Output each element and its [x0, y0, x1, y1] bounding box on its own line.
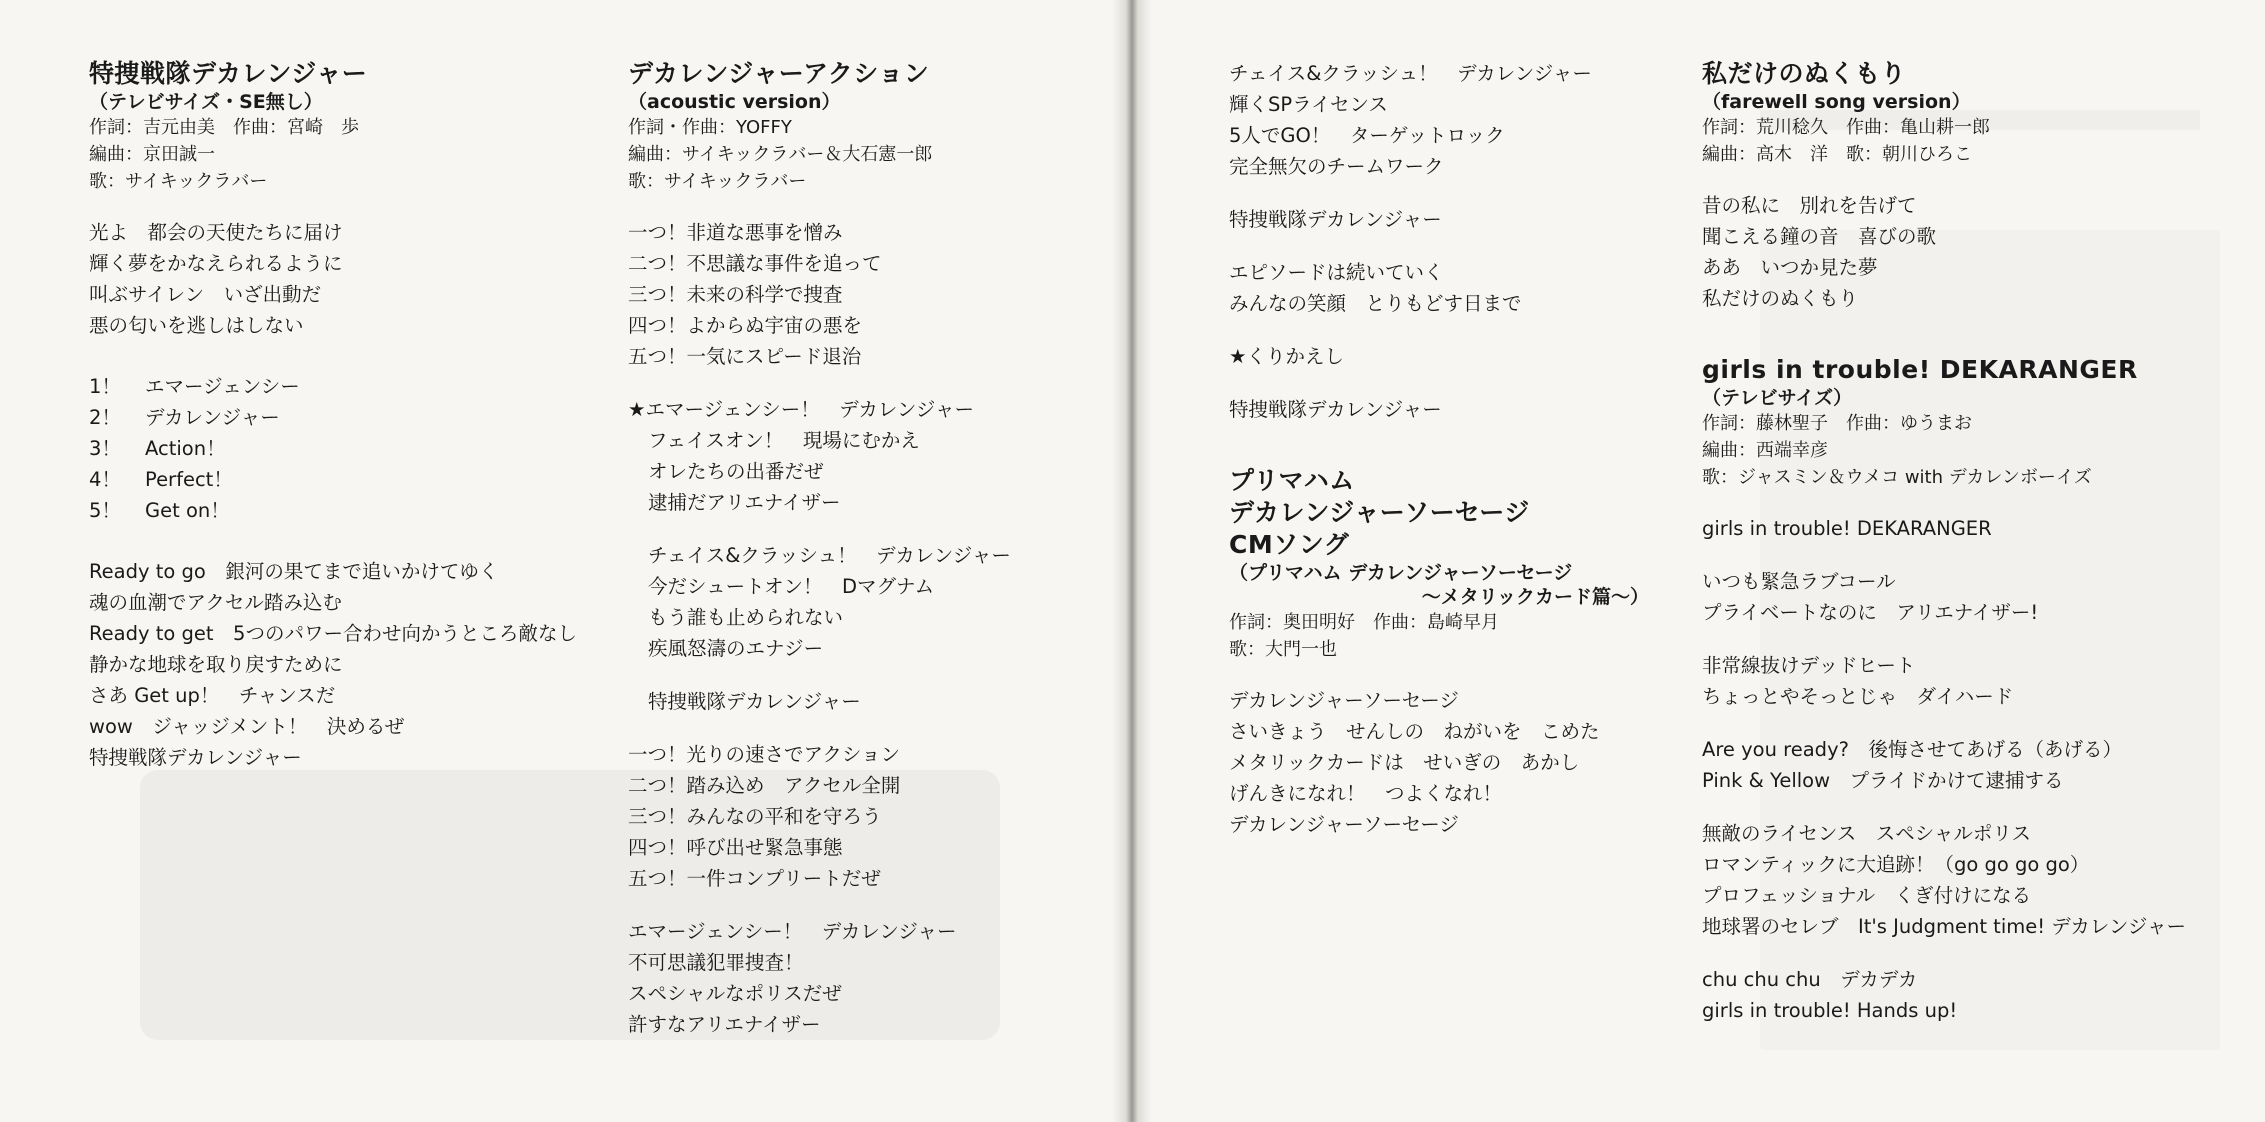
count-number: 1！: [89, 375, 121, 398]
song-credit: 歌：ジャスミン＆ウメコ with デカレンボーイズ: [1702, 467, 2092, 488]
count-word: エマージェンシー: [145, 375, 300, 398]
lyric-line: 五つ！一件コンプリートだぜ: [628, 867, 881, 890]
lyric-line: 地球署のセレブ It's Judgment time! デカレンジャー: [1702, 915, 2186, 938]
song-title: 私だけのぬくもり: [1702, 59, 1907, 88]
lyric-line: 5人でGO！ ターゲットロック: [1229, 124, 1505, 147]
song-credit: 作詞：荒川稔久 作曲：亀山耕一郎: [1702, 117, 1990, 138]
lyric-line: ああ いつか見た夢: [1702, 256, 1878, 279]
lyric-line: 今だシュートオン！ Dマグナム: [648, 575, 935, 598]
lyric-line: さいきょう せんしの ねがいを こめた: [1229, 720, 1600, 743]
lyric-line: Pink & Yellow プライドかけて逮捕する: [1702, 769, 2064, 792]
count-word: Action！: [145, 437, 226, 460]
lyric-line: 特捜戦隊デカレンジャー: [1229, 398, 1442, 421]
song-title: girls in trouble! DEKARANGER: [1702, 355, 2138, 384]
count-number: 3！: [89, 437, 121, 460]
song-credit: 作詞：吉元由美 作曲：宮崎 歩: [89, 117, 359, 138]
lyric-line: みんなの笑顔 とりもどす日まで: [1229, 292, 1522, 315]
lyric-line: Ready to get 5つのパワー合わせ向かうところ敵なし: [89, 622, 577, 645]
lyric-line: チェイス&クラッシュ！ デカレンジャー: [648, 544, 1011, 567]
lyric-line: 特捜戦隊デカレンジャー: [648, 690, 861, 713]
lyric-line: スペシャルなポリスだぜ: [628, 982, 842, 1005]
lyric-line: 魂の血潮でアクセル踏み込む: [89, 591, 342, 614]
song-tokusou: [89, 58, 609, 773]
lyric-line: 三つ！未来の科学で捜査: [628, 283, 843, 306]
count-line: [89, 495, 609, 526]
count-line: [89, 402, 609, 433]
count-line: [89, 433, 609, 464]
lyric-line: 四つ！よからぬ宇宙の悪を: [628, 314, 863, 337]
count-word: Perfect！: [145, 468, 233, 491]
song-title: デカレンジャーアクション: [628, 59, 930, 88]
lyric-line: もう誰も止められない: [648, 606, 844, 629]
song-title: CMソング: [1229, 530, 1350, 559]
song-subtitle: （テレビサイズ）: [1702, 387, 1853, 409]
lyric-line: プライベートなのに アリエナイザー!: [1702, 601, 2039, 624]
lyric-line: 昔の私に 別れを告げて: [1702, 194, 1917, 217]
count-word: Get on！: [145, 499, 230, 522]
song-credit: 歌：サイキックラバー: [628, 171, 807, 192]
lyric-line: 静かな地球を取り戻すために: [89, 653, 343, 676]
lyric-line: 一つ！光りの速さでアクション: [628, 743, 901, 766]
lyric-line: girls in trouble! Hands up!: [1702, 999, 1958, 1022]
lyric-line: chu chu chu デカデカ: [1702, 968, 1918, 991]
lyric-line: 四つ！呼び出せ緊急事態: [628, 836, 843, 859]
count-line: [89, 464, 609, 495]
lyric-line: デカレンジャーソーセージ: [1229, 689, 1459, 712]
count-line: [89, 371, 609, 402]
lyric-line: wow ジャッジメント！ 決めるぜ: [89, 715, 405, 738]
song-credit: 編曲：京田誠一: [89, 144, 215, 165]
song-credit: 作詞：奥田明好 作曲：島崎早月: [1229, 612, 1499, 633]
song-title: プリマハム: [1229, 466, 1355, 495]
lyric-line: エマージェンシー！ デカレンジャー: [628, 920, 957, 943]
lyric-line: 輝く夢をかなえられるように: [89, 252, 343, 275]
lyric-line: 完全無欠のチームワーク: [1229, 155, 1444, 178]
lyric-line: 二つ！不思議な事件を追って: [628, 252, 882, 275]
song-credit: 編曲：高木 洋 歌：朝川ひろこ: [1702, 144, 1972, 165]
song-subtitle: ～メタリックカード篇～）: [1421, 586, 1649, 608]
count-word: デカレンジャー: [145, 406, 280, 429]
song-title: 特捜戦隊デカレンジャー: [89, 59, 368, 88]
song-action: [628, 58, 1108, 1040]
song-subtitle: （テレビサイズ・SE無し）: [89, 91, 323, 113]
lyric-line: 悪の匂いを逃しはしない: [89, 314, 304, 337]
lyric-line: 輝くSPライセンス: [1229, 93, 1388, 116]
lyric-line: いつも緊急ラブコール: [1702, 570, 1896, 593]
count-number: 2！: [89, 406, 121, 429]
lyric-line: 特捜戦隊デカレンジャー: [1229, 208, 1442, 231]
lyric-line: プロフェッショナル くぎ付けになる: [1702, 884, 2032, 907]
lyric-line: girls in trouble! DEKARANGER: [1702, 517, 1992, 540]
lyric-line: 特捜戦隊デカレンジャー: [89, 746, 302, 769]
lyric-line: ロマンティックに大追跡！（go go go go）: [1702, 853, 2090, 876]
lyric-line: 疾風怒濤のエナジー: [648, 637, 824, 660]
lyric-line: 叫ぶサイレン いざ出動だ: [89, 283, 322, 306]
song-prima: [1229, 465, 1669, 840]
song-subtitle: （プリマハム デカレンジャーソーセージ: [1229, 562, 1573, 584]
song-credit: 作詞：藤林聖子 作曲：ゆうまお: [1702, 413, 1972, 434]
lyric-line: げんきになれ！ つよくなれ！: [1229, 782, 1503, 805]
lyric-line: フェイスオン！ 現場にむかえ: [648, 429, 920, 452]
lyric-line: 一つ！非道な悪事を憎み: [628, 221, 843, 244]
lyric-line: 光よ 都会の天使たちに届け: [89, 221, 343, 244]
lyric-line: ちょっとやそっとじゃ ダイハード: [1702, 685, 2014, 708]
lyric-line: 五つ！一気にスピード退治: [628, 345, 862, 368]
song-credit: 作詞・作曲：YOFFY: [628, 117, 792, 138]
lyric-line: ★くりかえし: [1229, 345, 1344, 368]
lyric-line: エピソードは続いていく: [1229, 261, 1444, 284]
book-gutter: [1112, 0, 1152, 1122]
lyric-line: Are you ready? 後悔させてあげる（あげる）: [1702, 738, 2122, 761]
song-subtitle: （acoustic version）: [628, 91, 841, 113]
lyric-line: Ready to go 銀河の果てまで追いかけてゆく: [89, 560, 499, 583]
lyric-line: 逮捕だアリエナイザー: [648, 491, 841, 514]
lyric-line: 不可思議犯罪捜査！: [628, 951, 804, 974]
lyric-line: さあ Get up！ チャンスだ: [89, 684, 336, 707]
lyric-line: デカレンジャーソーセージ: [1229, 813, 1459, 836]
song-credit: 編曲：サイキックラバー＆大石憲一郎: [628, 144, 933, 165]
song-credit: 歌：サイキックラバー: [89, 171, 268, 192]
count-number: 4！: [89, 468, 121, 491]
count-number: 5！: [89, 499, 121, 522]
lyric-line: 許すなアリエナイザー: [628, 1013, 821, 1036]
lyric-line: チェイス&クラッシュ！ デカレンジャー: [1229, 62, 1592, 85]
song-credit: 歌：大門一也: [1229, 639, 1337, 660]
song-credit: 編曲：西端幸彦: [1702, 440, 1828, 461]
lyric-line: 無敵のライセンス スペシャルポリス: [1702, 822, 2031, 845]
lyric-line: メタリックカードは せいぎの あかし: [1229, 751, 1580, 774]
song-nukumori-and-girls: [1702, 58, 2222, 1026]
song-action-continued: [1229, 58, 1669, 840]
lyric-line: 非常線抜けデッドヒート: [1702, 654, 1916, 677]
lyric-line: オレたちの出番だぜ: [648, 460, 824, 483]
lyric-line: 三つ！みんなの平和を守ろう: [628, 805, 882, 828]
lyric-line: 聞こえる鐘の音 喜びの歌: [1702, 225, 1937, 248]
lyric-line: 私だけのぬくもり: [1702, 287, 1859, 310]
song-subtitle: （farewell song version）: [1702, 91, 1971, 113]
lyric-line: ★エマージェンシー！ デカレンジャー: [628, 398, 974, 421]
lyric-line: 二つ！踏み込め アクセル全開: [628, 774, 901, 797]
song-title: デカレンジャーソーセージ: [1229, 498, 1530, 527]
